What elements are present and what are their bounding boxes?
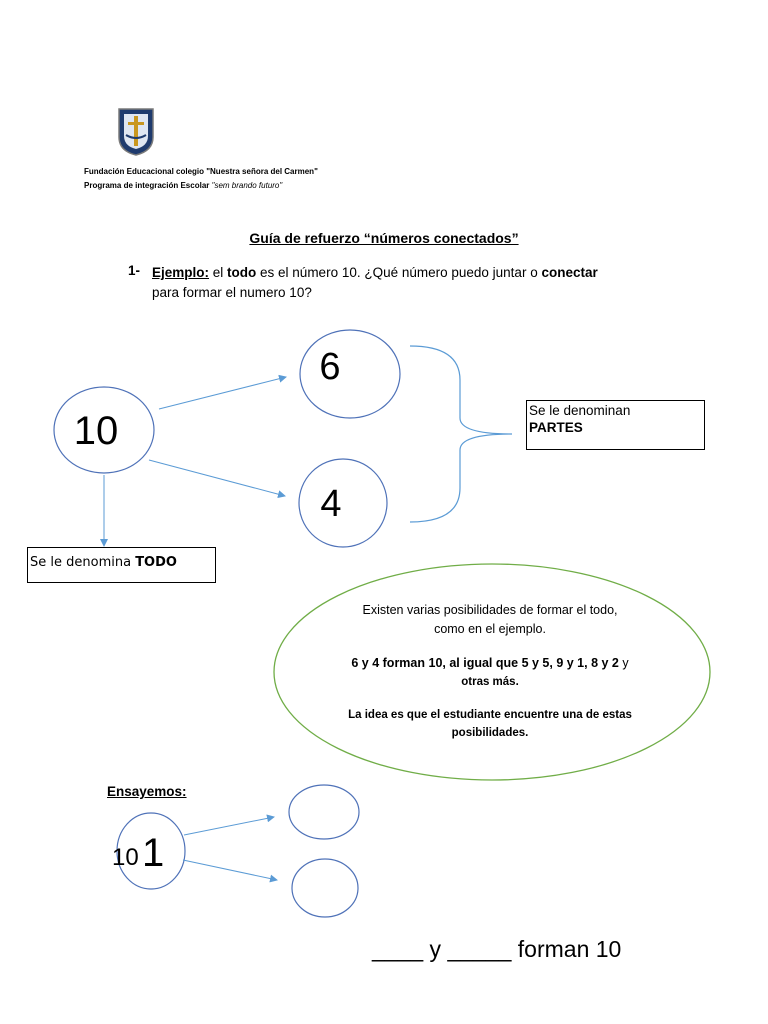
todo-label-text: Se le denomina [30, 555, 136, 570]
info-line-3: 6 y 4 forman 10, al igual que 5 y 5, 9 y 1, 8 y 2 y [351, 656, 629, 670]
answer-line[interactable]: ____ y _____ forman 10 [372, 936, 622, 962]
word-todo: todo [227, 265, 257, 280]
word-conectar: conectar [541, 265, 598, 280]
question-text: Ejemplo: el todo es el número 10. ¿Qué número puedo juntar o conectar para formar el numero 10? [152, 265, 598, 300]
partes-brace [410, 346, 512, 522]
todo-label-box [27, 547, 216, 583]
header-program: Programa de integración Escolar [84, 181, 212, 190]
practice-heading: Ensayemos: [107, 784, 187, 799]
whole-number: 10 [73, 409, 119, 453]
info-ellipse [274, 564, 710, 780]
practice-part-b-circle [292, 859, 358, 917]
info-line-6: posibilidades. [451, 727, 529, 739]
info-line-1: Existen varias posibilidades de formar el todo, [362, 603, 618, 617]
part-b-number: 4 [320, 483, 342, 525]
practice-whole-number-large: 1 [142, 831, 165, 875]
partes-label-box [526, 400, 705, 450]
partes-label-text: Se le denominan [529, 403, 631, 418]
question-label: Ejemplo: [152, 265, 210, 280]
header-slogan: "sem brando futuro" [211, 181, 283, 190]
page-title: Guía de refuerzo “números conectados” [249, 230, 519, 246]
practice-part-a-circle [289, 785, 359, 839]
info-line-5: La idea es que el estudiante encuentre una de estas [348, 709, 632, 721]
practice-arrow-a [184, 817, 274, 835]
header-line-1: Fundación Educacional colegio "Nuestra señora del Carmen" [84, 167, 318, 176]
info-combinations: 6 y 4 forman 10, al igual que 5 y 5, 9 y 1, 8 y 2 [351, 656, 619, 670]
question-line-2: para formar el numero 10? [152, 285, 312, 300]
arrow-to-part-a [159, 377, 286, 409]
part-a-number: 6 [319, 346, 341, 388]
info-line-4: otras más. [461, 676, 519, 688]
question-number: 1- [128, 263, 141, 278]
todo-label-bold: TODO [135, 555, 177, 570]
practice-whole-number-small: 10 [112, 844, 139, 871]
partes-label-bold: PARTES [529, 420, 583, 435]
info-line-2: como en el ejemplo. [434, 622, 546, 636]
arrow-to-part-b [149, 460, 285, 496]
practice-arrow-b [183, 860, 277, 880]
